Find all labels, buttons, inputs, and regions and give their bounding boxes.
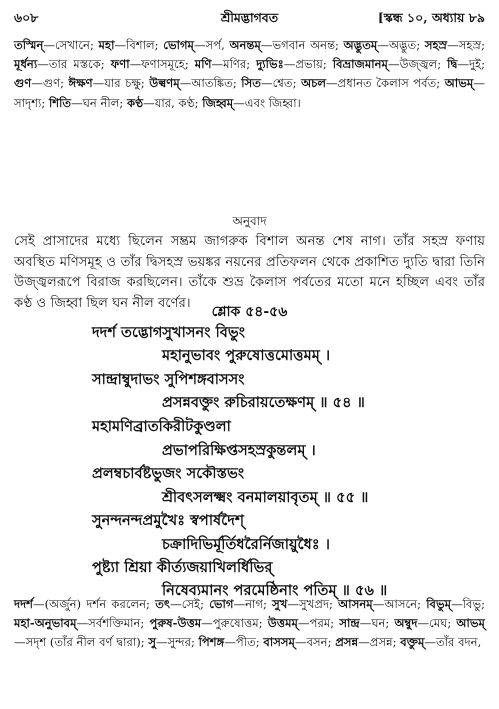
verse-line: সুনন্দনন্দপ্রমুখৈঃ স্বপার্ষদৈশ্: [92, 512, 245, 529]
verse-line: প্রসন্নবক্তুং রুচিরায়তেক্ষণম্ ॥ ৫৪ ॥: [162, 394, 365, 411]
verse-line: মহামণিব্রাতকিরীটকুণ্ডলা: [92, 418, 231, 435]
gloss-term: দদর্শ: [14, 597, 34, 611]
gloss-dash: —: [179, 76, 192, 91]
gloss-meaning: এবং জিহ্বা।: [244, 95, 301, 110]
gloss-dash: —: [287, 597, 300, 611]
gloss-term: গুণ: [14, 76, 32, 91]
gloss-dash: —: [372, 597, 385, 611]
verse-line: দদর্শ তদ্ভোগসুখাসনং বিভুং: [92, 324, 246, 341]
gloss-dash: —: [71, 95, 83, 110]
gloss-meaning: মণির;: [223, 57, 257, 72]
gloss-meaning: সর্প,: [205, 38, 230, 52]
verse-line: সান্দ্রাম্বুদাভং সুপিশঙ্গবাসসং: [92, 371, 245, 388]
gloss-meaning: সাদৃশ্য;: [14, 95, 49, 110]
verse-line: মহানুভাবং পুরুষোত্তমোত্তমম্ ।: [162, 347, 331, 364]
gloss-dash: —: [233, 597, 246, 611]
verse-line: চক্রাদিভির্মূর্তিধরৈর্নিজায়ুধৈঃ ।: [162, 536, 330, 553]
gloss-term: আভম্: [444, 76, 474, 91]
gloss-meaning: তার মস্তকে;: [48, 57, 111, 72]
gloss-meaning: সেখানে;: [55, 38, 99, 52]
gloss-term: বিভুম্: [426, 597, 452, 611]
gloss-meaning: অদ্ভুত;: [388, 38, 425, 52]
gloss-term: মহা-অনুভাবম্: [14, 616, 77, 631]
gloss-meaning: বসন;: [306, 635, 336, 650]
page-number: ৬০৮: [14, 10, 39, 25]
gloss-term: দ্বি: [447, 57, 458, 72]
gloss-dash: —: [43, 38, 56, 52]
gloss-dash: —: [447, 38, 459, 52]
gloss-dash: —: [114, 38, 127, 52]
book-title: শ্রীমদ্ভাগবত: [220, 10, 279, 25]
gloss-term: মণি: [194, 57, 212, 72]
gloss-dash: —: [31, 76, 43, 91]
gloss-term: বক্তুম্: [400, 635, 425, 650]
gloss-dash: —: [451, 597, 463, 611]
gloss-term: উল্বণম্: [149, 76, 180, 91]
gloss-term: সিত: [241, 76, 261, 91]
gloss-term: অম্বুদ: [394, 616, 418, 631]
gloss-meaning: বিশাল;: [126, 38, 164, 52]
gloss-term: দ্যুভিঃ: [256, 57, 284, 72]
gloss-meaning: (অর্জুন) দর্শন করলেন;: [44, 597, 156, 611]
verse-line: শ্রীবৎসলক্ষ্মং বনমালয়াবৃতম্ ॥ ৫৫ ॥: [162, 489, 369, 506]
gloss-term: প্রসন্ন: [335, 635, 359, 650]
gloss-meaning: ভগবান অনন্ত;: [272, 38, 344, 52]
translation-heading: অনুবাদ: [232, 214, 267, 228]
gloss-meaning: উজ্জ্বল;: [399, 57, 448, 72]
gloss-meaning: সুন্দর;: [167, 635, 199, 650]
gloss-term: পিশঙ্গ: [198, 635, 225, 650]
gloss-term: সু: [148, 635, 157, 650]
gloss-meaning: গুণ;: [42, 76, 69, 91]
gloss-meaning: সর্বশক্তিমান;: [88, 616, 150, 631]
verse-heading: শ্লোক ৫৪-৫৬: [211, 304, 288, 320]
gloss-term: পুরুষ-উত্তম: [149, 616, 202, 631]
gloss-term: ঈক্ষণ: [68, 76, 93, 91]
gloss-meaning: প্রসন্ন;: [369, 635, 401, 650]
gloss-term: অচল: [301, 76, 326, 91]
gloss-meaning: তাঁর বদন,: [436, 635, 482, 650]
gloss-dash: —: [170, 597, 182, 611]
gloss-dash: —: [294, 635, 307, 650]
verse-line: প্রভাপরিক্ষিপ্তসহস্রকুন্তলম্ ।: [162, 442, 316, 459]
gloss-dash: —: [377, 38, 389, 52]
gloss-term: ফণা: [110, 57, 130, 72]
gloss-meaning: বিভু;: [462, 597, 485, 611]
gloss-term: মূর্ধন্য: [14, 57, 38, 72]
gloss-dash: —: [14, 635, 26, 650]
verse-line: প্রলম্বচার্বষ্টভুজং সকৌস্তভং: [92, 465, 245, 482]
word-meanings-top: [14, 36, 485, 113]
gloss-dash: —: [387, 57, 400, 72]
gloss-dash: —: [156, 635, 168, 650]
gloss-dash: —: [76, 616, 89, 631]
gloss-term: সহস্র: [424, 38, 448, 52]
gloss-term: আসনম্: [338, 597, 373, 611]
gloss-term: জিহ্বম্: [202, 95, 234, 110]
gloss-term: কণ্ঠ: [126, 95, 144, 110]
gloss-dash: —: [129, 57, 142, 72]
gloss-meaning: ফণাসমূহে;: [141, 57, 195, 72]
gloss-dash: —: [260, 38, 273, 52]
gloss-term: সুখ: [272, 597, 288, 611]
gloss-meaning: ঘন;: [371, 616, 395, 631]
gloss-meaning: ঘন নীল;: [82, 95, 127, 110]
gloss-dash: —: [359, 616, 372, 631]
gloss-dash: —: [33, 597, 45, 611]
gloss-dash: —: [457, 57, 469, 72]
verse-line: পুষ্ট্যা শ্রিয়া কীর্ত্যজয়াখিলর্ধিভির্: [92, 559, 273, 576]
gloss-term: বাসসম্: [263, 635, 295, 650]
gloss-dash: —: [143, 95, 155, 110]
gloss-dash: —: [201, 616, 213, 631]
gloss-meaning: যার, কণ্ঠ;: [154, 95, 203, 110]
gloss-term: তস্মিন্: [14, 38, 44, 52]
gloss-meaning: প্রভায়;: [295, 57, 333, 72]
gloss-meaning: আসনে;: [384, 597, 427, 611]
gloss-meaning: পুরুষোত্তম;: [212, 616, 268, 631]
gloss-dash: —: [283, 57, 296, 72]
verse-line: নিষেব্যমানং পরমেষ্ঠিনাং পতিম্ ॥ ৫৬ ॥: [162, 582, 388, 599]
gloss-meaning: সেই;: [181, 597, 210, 611]
gloss-dash: —: [37, 57, 49, 72]
gloss-term: সান্দ্র: [339, 616, 360, 631]
gloss-meaning: প্রধানত কৈলাস পর্বত;: [337, 76, 445, 91]
gloss-dash: —: [260, 76, 273, 91]
gloss-meaning: নাগ;: [245, 597, 273, 611]
gloss-dash: —: [326, 76, 338, 91]
gloss-meaning: সুখপ্রদ;: [299, 597, 339, 611]
gloss-meaning: আতঙ্কিত;: [191, 76, 242, 91]
gloss-meaning: যার চক্ষু;: [104, 76, 150, 91]
gloss-term: অনন্তম্: [229, 38, 261, 52]
gloss-term: উত্তমম্: [267, 616, 298, 631]
gloss-meaning: সদৃশ (তাঁর নীল বর্ণ দ্বারা);: [25, 635, 149, 650]
gloss-term: তৎ: [155, 597, 171, 611]
gloss-term: শিতি: [48, 95, 72, 110]
translation-text: সেই প্রাসাদের মধ্যে ছিলেন সম্ভ্রম জাগরুক বিশাল অনন্ত শেষ নাগ। তাঁর সহস্র ফণায় অবস্থিত মণিসমূহ ও তাঁর দ্বিসহস্র ভয়ঙ্কর নয়নের প্রতিফলন থেকে প্রকাশিত দ্যুতি দ্বারা তিনি উজ্জ্বলরূপে বিরাজ করছিলেন। তাঁকে শুভ্র কৈলাস পর্বতের মতো মনে হচ্ছিল এবং তাঁর কণ্ঠ ও জিহ্বা ছিল ঘন নীল বর্ণের।: [14, 234, 485, 311]
gloss-dash: —: [473, 76, 485, 91]
gloss-dash: —: [424, 635, 436, 650]
gloss-term: ভোগম্: [163, 38, 194, 52]
gloss-term: আভম্: [456, 616, 485, 631]
gloss-dash: —: [211, 57, 224, 72]
gloss-term: ভোগ: [209, 597, 234, 611]
gloss-dash: —: [233, 95, 245, 110]
gloss-meaning: মেঘ;: [429, 616, 457, 631]
gloss-meaning: শ্বেত;: [272, 76, 302, 91]
gloss-meaning: সহস্র;: [458, 38, 485, 52]
gloss-term: মহা: [98, 38, 115, 52]
canto-chapter-label: [স্কন্ধ ১০, অধ্যায় ৮৯: [377, 10, 485, 25]
gloss-dash: —: [358, 635, 370, 650]
gloss-dash: —: [297, 616, 310, 631]
gloss-dash: —: [194, 38, 206, 52]
gloss-meaning: দুই;: [468, 57, 485, 72]
word-meanings-bottom: [14, 595, 485, 653]
page-header: [14, 10, 485, 30]
gloss-dash: —: [417, 616, 430, 631]
gloss-term: অদ্ভুতম্: [343, 38, 378, 52]
gloss-dash: —: [92, 76, 105, 91]
gloss-meaning: পীত;: [235, 635, 264, 650]
gloss-dash: —: [224, 635, 236, 650]
gloss-term: বিভ্রাজমানম্: [332, 57, 388, 72]
gloss-meaning: পরম;: [309, 616, 340, 631]
